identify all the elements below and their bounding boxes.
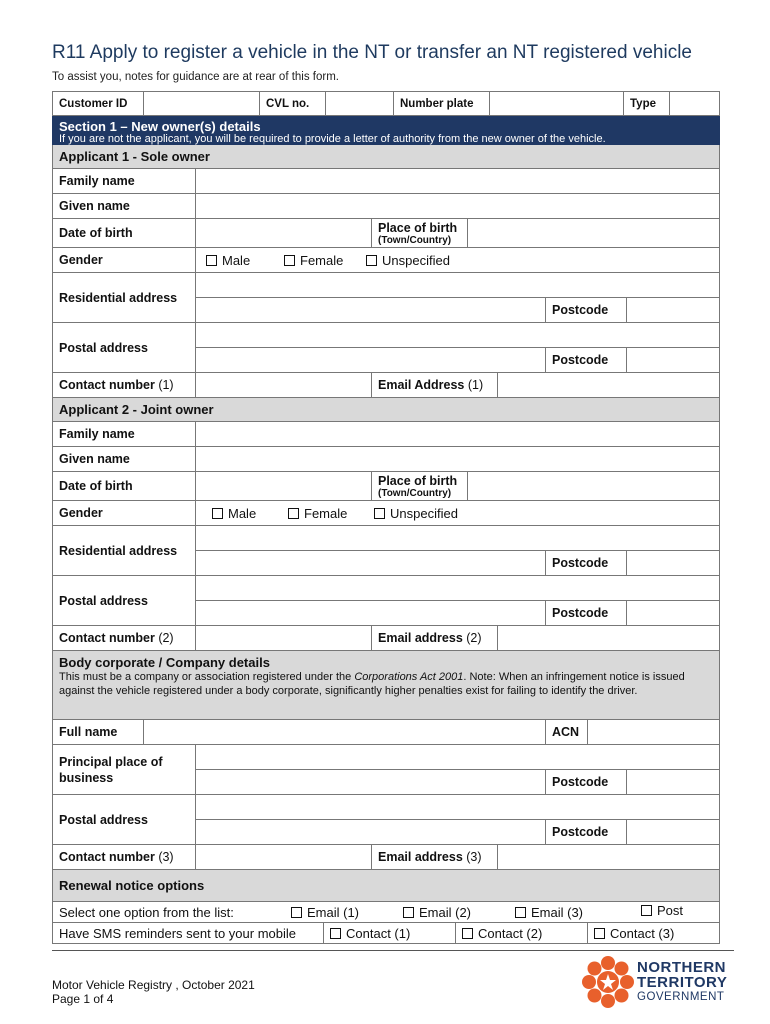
renewal-select-row xyxy=(52,902,720,923)
form-subtitle: To assist you, notes for guidance are at rear of this form. xyxy=(52,71,340,83)
applicant2-female-option[interactable] xyxy=(288,506,374,521)
cvl-no-field[interactable] xyxy=(325,92,393,115)
applicant2-dob-row xyxy=(52,472,720,501)
checkbox-icon xyxy=(288,508,299,519)
postcode-label: Postcode xyxy=(545,819,627,844)
sms-option-contact-1[interactable]: Contact (1) xyxy=(323,923,455,943)
applicant2-postal-row xyxy=(52,576,720,626)
applicant1-given-name-input[interactable] xyxy=(195,194,719,218)
nt-flower-icon xyxy=(580,954,636,1010)
sms-option-contact-2[interactable]: Contact (2) xyxy=(455,923,587,943)
renewal-select-label: Select one option from the list: xyxy=(59,904,234,920)
principal-place-label: Principal place of business xyxy=(59,754,163,785)
logo-line-northern: NORTHERN xyxy=(637,959,726,976)
postcode-label: Postcode xyxy=(545,769,627,794)
checkbox-icon xyxy=(403,907,414,918)
type-label: Type xyxy=(623,92,669,115)
applicant1-contact-row xyxy=(52,373,720,398)
applicant1-dob-input[interactable] xyxy=(195,219,371,247)
acn-label: ACN xyxy=(545,720,587,744)
footer-divider xyxy=(52,950,734,951)
applicant1-heading: Applicant 1 - Sole owner xyxy=(59,149,210,164)
applicant2-contact-input[interactable] xyxy=(195,626,371,650)
cvl-no-label: CVL no. xyxy=(259,92,325,115)
checkbox-icon xyxy=(330,928,341,939)
applicant1-gender-options xyxy=(195,248,719,272)
female-label: Female xyxy=(300,252,344,268)
checkbox-icon xyxy=(641,905,652,916)
sms-option-contact-3[interactable]: Contact (3) xyxy=(587,923,719,943)
company-postal-row xyxy=(52,795,720,845)
type-field[interactable] xyxy=(669,92,721,115)
applicant2-family-name-input[interactable] xyxy=(195,422,719,446)
full-name-label: Full name xyxy=(59,725,118,739)
email-label: Email address (2) xyxy=(371,626,497,650)
gender-label: Gender xyxy=(59,506,103,520)
checkbox-icon xyxy=(291,907,302,918)
applicant2-place-of-birth-input[interactable] xyxy=(467,472,719,500)
section1-note: If you are not the applicant, you will be required to provide a letter of authority from the new owner of the vehicle. xyxy=(59,133,606,145)
checkbox-icon xyxy=(206,255,217,266)
applicant1-contact-input[interactable] xyxy=(195,373,371,397)
postcode-label: Postcode xyxy=(545,347,627,372)
sms-label: Have SMS reminders sent to your mobile xyxy=(59,925,296,941)
unspecified-label: Unspecified xyxy=(390,505,458,521)
applicant2-email-input[interactable] xyxy=(497,626,719,650)
logo-wordmark xyxy=(637,960,727,1005)
date-of-birth-label: Date of birth xyxy=(59,479,133,493)
applicant1-family-name-row xyxy=(52,169,720,194)
applicant1-dob-row xyxy=(52,219,720,248)
top-id-row xyxy=(52,91,720,116)
applicant2-given-name-input[interactable] xyxy=(195,447,719,471)
renewal-header xyxy=(52,870,720,902)
place-of-birth-label-cell xyxy=(371,219,467,247)
applicant2-family-name-row xyxy=(52,422,720,447)
applicant1-residential-row xyxy=(52,273,720,323)
residential-address-label: Residential address xyxy=(59,543,178,558)
applicant2-header xyxy=(52,398,720,422)
customer-id-field[interactable] xyxy=(143,92,259,115)
renewal-option-email-1[interactable]: Email (1) xyxy=(285,902,397,922)
section1-header xyxy=(52,116,720,145)
company-contact-input[interactable] xyxy=(195,845,371,869)
place-of-birth-label: Place of birth xyxy=(378,473,458,488)
logo-line-territory: TERRITORY xyxy=(637,974,728,991)
number-plate-label: Number plate xyxy=(393,92,489,115)
renewal-option-post[interactable]: Post xyxy=(635,902,719,922)
email-label: Email Address (1) xyxy=(371,373,497,397)
postal-address-label: Postal address xyxy=(59,593,148,608)
applicant1-female-option[interactable] xyxy=(284,253,366,268)
applicant2-contact-row xyxy=(52,626,720,651)
given-name-label: Given name xyxy=(59,452,130,466)
form-title: R11 Apply to register a vehicle in the NT or transfer an NT registered vehicle xyxy=(52,42,692,63)
checkbox-icon xyxy=(212,508,223,519)
company-contact-row xyxy=(52,845,720,870)
applicant2-gender-row xyxy=(52,501,720,526)
applicant2-unspecified-option[interactable] xyxy=(374,506,458,521)
checkbox-icon xyxy=(515,907,526,918)
checkbox-icon xyxy=(366,255,377,266)
applicant1-given-name-row xyxy=(52,194,720,219)
family-name-label: Family name xyxy=(59,427,135,441)
logo-line-government: GOVERNMENT xyxy=(637,991,725,1003)
place-of-birth-label: Place of birth xyxy=(378,220,458,235)
unspecified-label: Unspecified xyxy=(382,252,450,268)
checkbox-icon xyxy=(462,928,473,939)
applicant1-gender-row xyxy=(52,248,720,273)
applicant1-unspecified-option[interactable] xyxy=(366,253,450,268)
applicant1-email-input[interactable] xyxy=(497,373,719,397)
postcode-label: Postcode xyxy=(545,600,627,625)
family-name-label: Family name xyxy=(59,174,135,188)
registration-form xyxy=(52,91,720,944)
postal-address-label: Postal address xyxy=(59,812,148,827)
renewal-option-email-3[interactable]: Email (3) xyxy=(509,902,635,922)
postal-address-label: Postal address xyxy=(59,340,148,355)
checkbox-icon xyxy=(594,928,605,939)
applicant1-postal-row xyxy=(52,323,720,373)
number-plate-field[interactable] xyxy=(489,92,623,115)
customer-id-label: Customer ID xyxy=(59,97,128,110)
female-label: Female xyxy=(304,505,348,521)
acn-input[interactable] xyxy=(587,720,719,744)
nt-government-logo xyxy=(580,954,740,1010)
applicant2-given-name-row xyxy=(52,447,720,472)
body-corporate-heading: Body corporate / Company details xyxy=(59,655,270,670)
applicant2-gender-options xyxy=(195,501,719,525)
full-name-input[interactable] xyxy=(143,720,545,744)
contact-number-label: Contact number (1) xyxy=(59,378,174,392)
footer-registry: Motor Vehicle Registry , October 2021 xyxy=(52,978,255,992)
postcode-label: Postcode xyxy=(545,550,627,575)
applicant2-dob-input[interactable] xyxy=(195,472,371,500)
place-of-birth-sublabel: (Town/Country) xyxy=(378,234,452,246)
checkbox-icon xyxy=(374,508,385,519)
page-footer xyxy=(52,978,255,1006)
renewal-option-email-2[interactable]: Email (2) xyxy=(397,902,509,922)
applicant2-residential-row xyxy=(52,526,720,576)
male-label: Male xyxy=(222,252,251,268)
contact-number-label: Contact number (2) xyxy=(59,631,174,645)
applicant1-family-name-input[interactable] xyxy=(195,169,719,193)
male-label: Male xyxy=(228,505,257,521)
renewal-heading: Renewal notice options xyxy=(59,878,205,893)
checkbox-icon xyxy=(284,255,295,266)
applicant1-header xyxy=(52,145,720,169)
gender-label: Gender xyxy=(59,253,103,267)
section1-heading: Section 1 – New owner(s) details xyxy=(59,119,261,134)
full-name-row xyxy=(52,720,720,745)
applicant1-place-of-birth-input[interactable] xyxy=(467,219,719,247)
applicant2-heading: Applicant 2 - Joint owner xyxy=(59,402,214,417)
contact-number-label: Contact number (3) xyxy=(59,850,174,864)
given-name-label: Given name xyxy=(59,199,130,213)
place-of-birth-label-cell xyxy=(371,472,467,500)
company-email-input[interactable] xyxy=(497,845,719,869)
principal-place-row xyxy=(52,745,720,795)
footer-page-number: Page 1 of 4 xyxy=(52,992,114,1006)
email-label: Email address (3) xyxy=(371,845,497,869)
date-of-birth-label: Date of birth xyxy=(59,226,133,240)
sms-row xyxy=(52,923,720,944)
place-of-birth-sublabel: (Town/Country) xyxy=(378,487,452,499)
postcode-label: Postcode xyxy=(545,297,627,322)
applicant2-male-option[interactable] xyxy=(212,506,288,521)
applicant1-male-option[interactable] xyxy=(206,253,284,268)
residential-address-label: Residential address xyxy=(59,290,178,305)
body-corporate-header xyxy=(52,651,720,720)
body-corporate-note: This must be a company or association registered under the Corporations Act 2001. Note: When an infringement notice is issued against the vehicle registered under a body corporate, significantly higher penalties exist for failing to identify the driver. xyxy=(59,671,685,697)
